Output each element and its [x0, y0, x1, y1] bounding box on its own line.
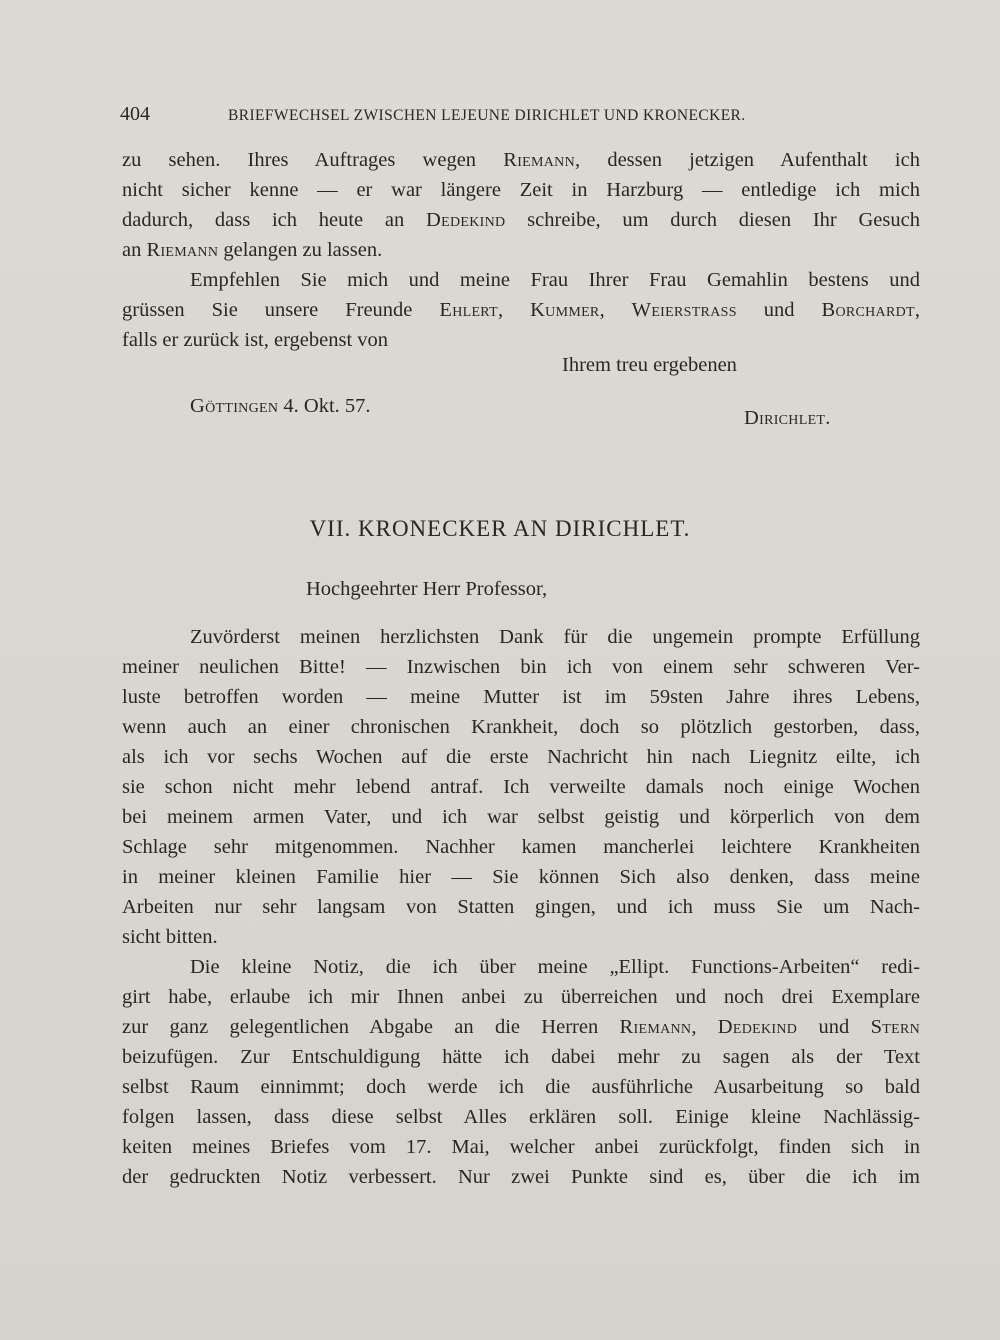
paragraph-3	[122, 622, 920, 952]
text-line: Zuvörderst meinen herzlichsten Dank für die ungemein prompte Erfüllung	[190, 626, 920, 648]
text-line: keiten meines Briefes vom 17. Mai, welcher anbei zurückfolgt, finden sich in	[122, 1136, 920, 1158]
paragraph-1	[122, 145, 920, 265]
text-line: zur ganz gelegentlichen Abgabe an die Herren Riemann, Dedekind und Stern	[122, 1016, 921, 1038]
page-header	[120, 103, 922, 129]
text-line: dadurch, dass ich heute an Dedekind schreibe, um durch diesen Ihr Gesuch	[122, 209, 920, 231]
text-line: in meiner kleinen Familie hier — Sie können Sich also denken, dass meine	[122, 866, 920, 888]
paragraph-4	[122, 952, 920, 1192]
text-line: der gedruckten Notiz verbessert. Nur zwei Punkte sind es, über die ich im	[122, 1166, 920, 1188]
place-and-date: Göttingen 4. Okt. 57.	[190, 395, 371, 417]
text-line: selbst Raum einnimmt; doch werde ich die ausführliche Ausarbeitung so bald	[122, 1076, 920, 1098]
signature: Dirichlet.	[744, 407, 831, 429]
text-line: luste betroffen worden — meine Mutter ist im 59sten Jahre ihres Lebens,	[122, 686, 920, 708]
text-line: sie schon nicht mehr lebend antraf. Ich verweilte damals noch einige Wochen	[122, 776, 920, 798]
text-line: bei meinem armen Vater, und ich war selbst geistig und körperlich von dem	[122, 806, 920, 828]
text-line: zu sehen. Ihres Auftrages wegen Riemann, dessen jetzigen Aufenthalt ich	[122, 149, 920, 171]
running-title: BRIEFWECHSEL ZWISCHEN LEJEUNE DIRICHLET UND KRONECKER.	[228, 107, 746, 124]
page-number: 404	[120, 103, 150, 125]
text-line: an Riemann gelangen zu lassen.	[122, 239, 383, 261]
text-line: Die kleine Notiz, die ich über meine „Ellipt. Functions-Arbeiten“ redi-	[190, 956, 920, 978]
text-line: Schlage sehr mitgenommen. Nachher kamen mancherlei leichtere Krankheiten	[122, 836, 920, 858]
text-line: sicht bitten.	[122, 926, 218, 948]
paragraph-2	[122, 265, 920, 355]
closing-formula: Ihrem treu ergebenen	[562, 354, 737, 376]
text-line: wenn auch an einer chronischen Krankheit, doch so plötzlich gestorben, dass,	[122, 716, 920, 738]
text-line: grüssen Sie unsere Freunde Ehlert, Kummer, Weierstrass und Borchardt,	[122, 299, 920, 321]
salutation: Hochgeehrter Herr Professor,	[306, 578, 548, 600]
text-line: als ich vor sechs Wochen auf die erste Nachricht hin nach Liegnitz eilte, ich	[122, 746, 920, 768]
text-line: meiner neulichen Bitte! — Inzwischen bin ich von einem sehr schweren Ver-	[122, 656, 920, 678]
text-line: nicht sicher kenne — er war längere Zeit in Harzburg — entledige ich mich	[122, 179, 920, 201]
text-line: folgen lassen, dass diese selbst Alles erklären soll. Einige kleine Nachlässig-	[122, 1106, 920, 1128]
text-line: Empfehlen Sie mich und meine Frau Ihrer Frau Gemahlin bestens und	[190, 269, 920, 291]
text-line: beizufügen. Zur Entschuldigung hätte ich dabei mehr zu sagen als der Text	[122, 1046, 920, 1068]
text-line: Arbeiten nur sehr langsam von Statten gingen, und ich muss Sie um Nach-	[122, 896, 920, 918]
text-line: falls er zurück ist, ergebenst von	[122, 329, 389, 351]
text-line: girt habe, erlaube ich mir Ihnen anbei zu überreichen und noch drei Exemplare	[122, 986, 920, 1008]
section-title: VII. KRONECKER AN DIRICHLET.	[309, 516, 691, 541]
